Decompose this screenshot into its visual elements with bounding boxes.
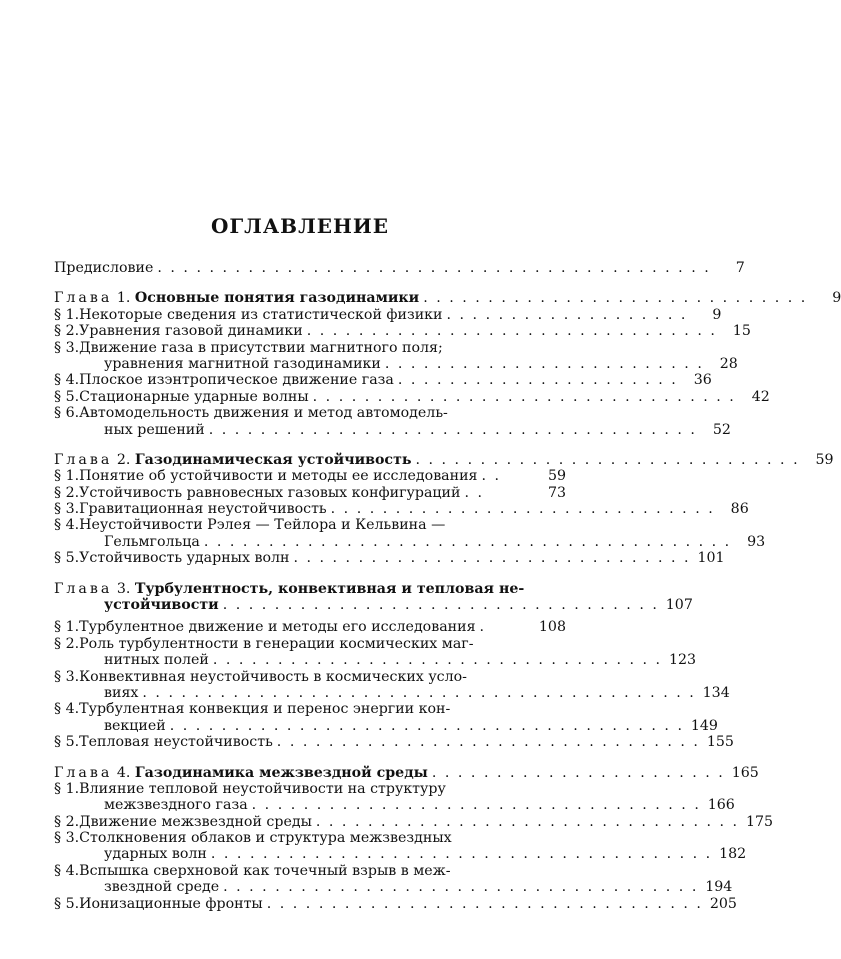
page-number: 107 [665, 597, 693, 614]
section-title-continuation: нитных полей [104, 652, 209, 669]
leader-dots: . . . . . . . . . . . . . . . . . . . . . . . . . . . . . . . . . [312, 388, 736, 405]
section-title: Конвективная неустойчивость в космических усло- [79, 668, 467, 685]
leader-dots: . . . . . . . . . . . . . . . . . . . [446, 306, 688, 323]
section-title-continuation: виях [104, 684, 139, 701]
section-title-continuation: уравнения магнитной газодинамики [104, 355, 381, 372]
page-number: 134 [702, 684, 730, 701]
leader-dots: . . . . . . . . . . . . . . . . . . . . . . . . . . . . . . . . . . . . . . . . . . . [142, 684, 696, 701]
leader-dots: . . . . . . . . . . . . . . . . . . . . . . . . . . . . . . . . . . . . . . . . [169, 717, 684, 734]
page-number: 28 [719, 355, 738, 372]
chapter-heading[interactable] [54, 290, 841, 307]
section-title: Устойчивость равновесных газовых конфигураций [79, 484, 461, 501]
leader-dots: . . . . . . . . . . . . . . . . . . . . . . . . . . . . . . . . [306, 323, 717, 340]
section-number: § 3. [54, 830, 80, 847]
leader-dots: . . . . . . . . . . . . . . . . . . . . . . . . . . . . . . [415, 451, 800, 468]
section-number: § 1. [54, 306, 80, 323]
toc-entry[interactable] [54, 830, 566, 846]
section-title: Тепловая неустойчивость [79, 734, 273, 751]
leader-dots: . . . . . . . . . . . . . . . . . . . . . . . . . . . . . . . . . . . . . . [208, 421, 697, 438]
toc-entry-continuation[interactable] [54, 717, 718, 734]
section-number: § 2. [54, 484, 80, 501]
leader-dots: . . [464, 484, 484, 501]
chapter-title: Основные понятия газодинамики [134, 290, 420, 307]
section-number: § 4. [54, 517, 80, 534]
section-number: § 3. [54, 668, 80, 685]
page-number: 149 [690, 717, 718, 734]
chapter-heading[interactable] [54, 581, 566, 597]
page-number: 155 [706, 734, 734, 751]
page-number: 182 [719, 846, 747, 863]
toc-entry-continuation[interactable] [54, 652, 697, 669]
chapter-title: Газодинамика межзвездной среды [134, 764, 428, 781]
section-title: Турбулентное движение и методы его исследования [79, 619, 476, 636]
leader-dots: . . . . . . . . . . . . . . . . . . . . . . . . . . . . . . . . . . [266, 895, 703, 912]
leader-dots: . . . . . . . . . . . . . . . . . . . . . . . . . . . . . . . . . . [222, 597, 659, 614]
page-number: 86 [730, 501, 749, 518]
toc-entry[interactable] [54, 781, 566, 797]
section-title-continuation: Гельмгольца [104, 533, 200, 550]
section-title: Влияние тепловой неустойчивости на структуру [79, 780, 446, 797]
section-title: Вспышка сверхновой как точечный взрыв в меж- [79, 862, 451, 879]
section-title: Уравнения газовой динамики [79, 323, 303, 340]
chapter-heading-continuation[interactable] [54, 597, 693, 614]
page-number: 59 [815, 451, 834, 468]
section-number: § 4. [54, 862, 80, 879]
leader-dots: . . . . . . . . . . . . . . . . . . . . . . . . . . . . . . . [293, 550, 691, 567]
page-number: 205 [709, 895, 737, 912]
section-title-continuation: ных решений [104, 421, 205, 438]
toc-entry-continuation[interactable] [54, 684, 730, 701]
toc-entry[interactable] [54, 895, 737, 912]
page-number: 15 [732, 323, 751, 340]
toc-entry[interactable] [54, 468, 566, 484]
section-number: § 5. [54, 895, 80, 912]
leader-dots: . . . . . . . . . . . . . . . . . . . . . . . . . . . . . . . . . . . [251, 797, 701, 814]
toc-entry[interactable] [54, 501, 749, 518]
leader-dots: . . . . . . . . . . . . . . . . . . . . . . . . . . . . . . . . . . . . . . . [210, 846, 713, 863]
toc-entry[interactable] [54, 517, 566, 533]
section-number: § 1. [54, 468, 80, 485]
section-title: Понятие об устойчивости и методы ее исследования [79, 468, 478, 485]
page-number: 52 [712, 421, 731, 438]
section-number: § 2. [54, 323, 80, 340]
section-title: Некоторые сведения из статистической физики [79, 306, 443, 323]
toc-entry[interactable] [54, 701, 566, 717]
section-number: § 5. [54, 734, 80, 751]
section-title-continuation: звездной среде [104, 879, 220, 896]
toc-entry[interactable] [54, 619, 566, 635]
page-number: 36 [693, 372, 712, 389]
section-title: Стационарные ударные волны [79, 388, 309, 405]
toc-entry[interactable] [54, 306, 722, 323]
toc-entry[interactable] [54, 669, 566, 685]
leader-dots: . . . . . . . . . . . . . . . . . . . . . . . . . . . . . . [423, 290, 808, 307]
toc-entry[interactable] [54, 340, 566, 356]
toc-entry-continuation[interactable] [54, 879, 733, 896]
page-number: 9 [832, 290, 841, 307]
leader-dots: . . . . . . . . . . . . . . . . . . . . . . . . . . . . . . . . . . . . . . . . . . . [157, 259, 711, 276]
chapter-number: 3. [116, 580, 131, 597]
toc-entry[interactable] [54, 636, 566, 652]
table-of-contents [54, 259, 841, 912]
leader-dots: . . . . . . . . . . . . . . . . . . . . . . . . . . . . . . [330, 501, 715, 518]
page-number: 101 [697, 550, 725, 567]
chapter-number: 2. [116, 451, 131, 468]
section-number: § 4. [54, 372, 80, 389]
page-number: 42 [751, 388, 770, 405]
chapter-number: 1. [116, 290, 131, 307]
page-number: 194 [705, 879, 733, 896]
toc-entry[interactable] [54, 372, 712, 389]
page-number: 93 [747, 533, 766, 550]
leader-dots: . . . . . . . . . . . . . . . . . . . . . . . [431, 764, 725, 781]
toc-entry-continuation[interactable] [54, 355, 738, 372]
section-title: Неустойчивости Рэлея — Тейлора и Кельвина — [79, 517, 446, 534]
toc-entry[interactable] [54, 550, 725, 567]
section-title: Автомодельность движения и метод автомодель- [79, 405, 448, 422]
toc-entry-continuation[interactable] [54, 533, 766, 550]
toc-entry[interactable] [54, 863, 566, 879]
section-title: Ионизационные фронты [79, 895, 263, 912]
page-number: 59 [547, 468, 566, 485]
leader-dots: . . . . . . . . . . . . . . . . . . . . . . . . . . . . . . . . . . . . . . . . . [203, 533, 732, 550]
section-number: § 6. [54, 405, 80, 422]
section-title: Плоское изэнтропическое движение газа [79, 372, 394, 389]
chapter-prefix: Глава [54, 451, 113, 468]
leader-dots: . . . . . . . . . . . . . . . . . . . . . . . . . . . . . . . . . [315, 813, 740, 830]
section-title-continuation: векцией [104, 717, 166, 734]
page-number: 166 [707, 797, 735, 814]
page-title: ОГЛАВЛЕНИЕ [210, 214, 390, 238]
section-title: Роль турбулентности в генерации космических маг- [79, 635, 474, 652]
page-number: 9 [712, 306, 722, 323]
chapter-heading[interactable] [54, 451, 834, 468]
section-number: § 3. [54, 339, 80, 356]
toc-entry-continuation[interactable] [54, 797, 735, 814]
section-title: Турбулентная конвекция и перенос энергии кон- [79, 701, 451, 718]
section-number: § 2. [54, 635, 80, 652]
section-number: § 5. [54, 550, 80, 567]
leader-dots: . . [481, 468, 502, 485]
section-number: § 2. [54, 813, 80, 830]
leader-dots: . . . . . . . . . . . . . . . . . . . . . . [397, 372, 678, 389]
chapter-heading[interactable] [54, 764, 759, 781]
toc-entry[interactable] [54, 813, 774, 830]
chapter-title: Газодинамическая устойчивость [134, 451, 412, 468]
page-number: 108 [538, 619, 566, 636]
chapter-number: 4. [116, 764, 131, 781]
leader-dots: . . . . . . . . . . . . . . . . . . . . . . . . . . . . . . . . . . . [212, 652, 663, 669]
page-number: 175 [745, 813, 774, 830]
section-title: Движение газа в присутствии магнитного поля; [79, 339, 443, 356]
toc-entry-continuation[interactable] [54, 421, 731, 438]
section-number: § 5. [54, 388, 80, 405]
chapter-prefix: Глава [54, 580, 113, 597]
toc-entry[interactable] [54, 485, 566, 501]
section-number: § 1. [54, 780, 80, 797]
chapter-title: Турбулентность, конвективная и тепловая не- [134, 580, 525, 597]
chapter-prefix: Глава [54, 290, 113, 307]
section-title: Движение межзвездной среды [79, 813, 312, 830]
page-number: 7 [735, 259, 745, 276]
toc-entry[interactable] [54, 734, 734, 751]
toc-entry-continuation[interactable] [54, 846, 747, 863]
entry-label: Предисловие [54, 259, 154, 276]
section-title: Гравитационная неустойчивость [79, 501, 327, 518]
section-title: Столкновения облаков и структура межзвездных [79, 830, 452, 847]
chapter-title-continuation: устойчивости [104, 597, 219, 614]
leader-dots: . . . . . . . . . . . . . . . . . . . . . . . . . [384, 355, 704, 372]
leader-dots: . . . . . . . . . . . . . . . . . . . . . . . . . . . . . . . . . [276, 734, 700, 751]
section-number: § 4. [54, 701, 80, 718]
page-number: 123 [668, 652, 697, 669]
page-number: 165 [731, 764, 759, 781]
chapter-prefix: Глава [54, 764, 113, 781]
section-title-continuation: ударных волн [104, 846, 207, 863]
section-number: § 3. [54, 501, 80, 518]
page-number: 73 [547, 484, 566, 501]
section-title-continuation: межзвездного газа [104, 797, 248, 814]
section-number: § 1. [54, 619, 80, 636]
leader-dots: . . . . . . . . . . . . . . . . . . . . . . . . . . . . . . . . . . . . . [223, 879, 699, 896]
toc-entry-preface[interactable] [54, 259, 745, 276]
toc-entry[interactable] [54, 323, 751, 340]
section-title: Устойчивость ударных волн [79, 550, 290, 567]
leader-dots: . [479, 619, 487, 636]
toc-entry[interactable] [54, 388, 770, 405]
toc-entry[interactable] [54, 405, 566, 421]
